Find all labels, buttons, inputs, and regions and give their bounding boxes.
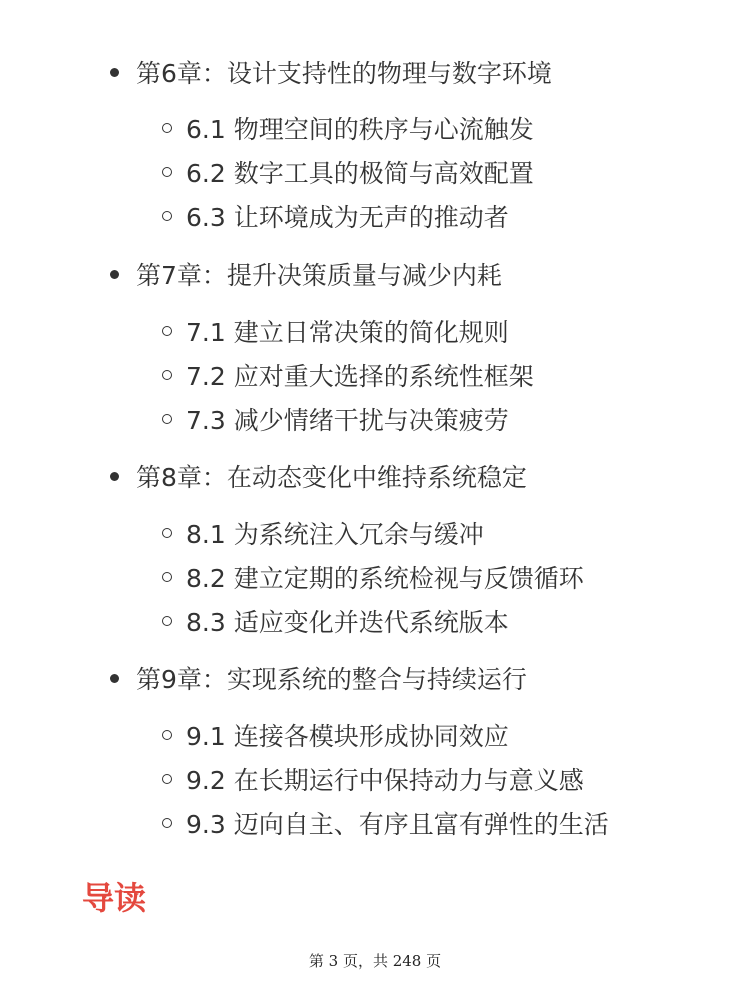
bullet-icon: [110, 472, 119, 481]
toc-section-8-1: [162, 513, 484, 553]
bullet-icon: [110, 674, 119, 683]
toc-section-9-3: [162, 803, 609, 843]
toc-chapter-8: [110, 456, 527, 496]
toc-section-7-1: [162, 311, 509, 351]
chapter-title: 第6章：设计支持性的物理与数字环境: [136, 59, 552, 88]
section-title: 7.3 减少情绪干扰与决策疲劳: [186, 406, 509, 435]
toc-section-7-2: [162, 355, 534, 395]
toc-chapter-6: [110, 52, 552, 92]
toc-chapter-7: [110, 254, 502, 294]
section-title: 9.1 连接各模块形成协同效应: [186, 722, 509, 751]
chapter-title: 第8章：在动态变化中维持系统稳定: [136, 463, 527, 492]
toc-section-8-3: [162, 601, 509, 641]
circle-bullet-icon: [162, 572, 172, 582]
section-title: 7.2 应对重大选择的系统性框架: [186, 362, 534, 391]
toc-section-7-3: [162, 399, 509, 439]
page-footer: 第 3 页，共 248 页: [308, 952, 442, 970]
section-title: 6.3 让环境成为无声的推动者: [186, 203, 509, 232]
chapter-title: 第7章：提升决策质量与减少内耗: [136, 261, 502, 290]
section-title: 6.2 数字工具的极简与高效配置: [186, 159, 534, 188]
section-title: 9.2 在长期运行中保持动力与意义感: [186, 766, 584, 795]
circle-bullet-icon: [162, 528, 172, 538]
toc-section-6-3: [162, 196, 509, 236]
circle-bullet-icon: [162, 818, 172, 828]
section-title: 8.1 为系统注入冗余与缓冲: [186, 520, 484, 549]
circle-bullet-icon: [162, 730, 172, 740]
toc-section-6-2: [162, 152, 534, 192]
bullet-icon: [110, 270, 119, 279]
toc-section-6-1: [162, 108, 534, 148]
bullet-icon: [110, 68, 119, 77]
toc-section-9-1: [162, 715, 509, 755]
toc-section-8-2: [162, 557, 584, 597]
chapter-title: 第9章：实现系统的整合与持续运行: [136, 665, 527, 694]
section-title: 7.1 建立日常决策的简化规则: [186, 318, 509, 347]
circle-bullet-icon: [162, 616, 172, 626]
toc-section-9-2: [162, 759, 584, 799]
section-title: 8.3 适应变化并迭代系统版本: [186, 608, 509, 637]
circle-bullet-icon: [162, 326, 172, 336]
toc-chapter-9: [110, 658, 527, 698]
circle-bullet-icon: [162, 774, 172, 784]
circle-bullet-icon: [162, 123, 172, 133]
section-heading: 导读: [82, 879, 147, 917]
circle-bullet-icon: [162, 167, 172, 177]
section-title: 6.1 物理空间的秩序与心流触发: [186, 115, 534, 144]
section-title: 8.2 建立定期的系统检视与反馈循环: [186, 564, 584, 593]
section-title: 9.3 迈向自主、有序且富有弹性的生活: [186, 810, 609, 839]
circle-bullet-icon: [162, 414, 172, 424]
circle-bullet-icon: [162, 370, 172, 380]
circle-bullet-icon: [162, 211, 172, 221]
